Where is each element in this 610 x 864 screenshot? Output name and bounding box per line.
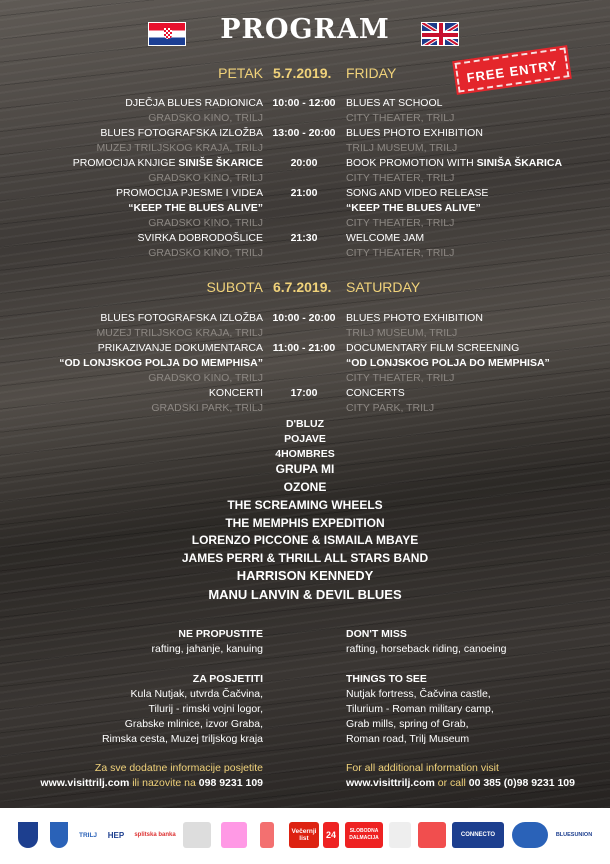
vecernji-list-logo: Večernji list	[289, 822, 319, 848]
venue-en: CITY THEATER, TRILJ	[346, 112, 455, 124]
band-name: POJAVE	[284, 433, 326, 445]
sponsor-logo-7	[221, 822, 247, 848]
info-en	[346, 627, 606, 791]
schedule-row	[0, 401, 610, 416]
band-name: GRUPA MI	[275, 462, 335, 476]
24sata-logo: 24	[323, 822, 339, 848]
schedule-row	[0, 201, 610, 216]
venue-en: CITY THEATER, TRILJ	[346, 217, 455, 229]
free-entry-badge: FREE ENTRY	[454, 47, 569, 92]
sponsor-logo-6	[183, 822, 211, 848]
venue-en: CITY THEATER, TRILJ	[346, 172, 455, 184]
county-logo	[50, 822, 68, 848]
band-name: LORENZO PICCONE & ISMAILA MBAYE	[191, 533, 419, 547]
phone-number: 098 9231 109	[198, 777, 263, 789]
event-hr-text: PROMOCIJA KNJIGE	[72, 157, 179, 169]
event-hr	[73, 156, 263, 171]
band-name: THE SCREAMING WHEELS	[227, 498, 383, 512]
uk-flag-icon	[421, 22, 459, 46]
schedule-row	[0, 356, 610, 371]
event-en: BLUES PHOTO EXHIBITION	[346, 312, 483, 324]
event-hr: KONCERTI	[208, 387, 263, 399]
event-en: WELCOME JAM	[346, 232, 425, 244]
day-name-hr: SUBOTA	[206, 279, 263, 295]
venue-hr: MUZEJ TRILJSKOG KRAJA, TRILJ	[96, 327, 263, 339]
phone-number: 00 385 (0)98 9231 109	[468, 777, 575, 789]
blues-union-logo: BLUESUNION	[555, 831, 593, 838]
coat-of-arms-logo	[18, 822, 38, 848]
schedule-row	[0, 111, 610, 126]
venue-en: CITY THEATER, TRILJ	[346, 247, 455, 259]
event-time: 21:00	[290, 187, 318, 199]
call-text: or call	[434, 777, 469, 789]
visit-line: Rimska cesta, Muzej triljskog kraja	[101, 733, 263, 745]
venue-en: TRILJ MUSEUM, TRILJ	[346, 327, 458, 339]
visit-line: Tilurium - Roman military camp,	[346, 703, 494, 715]
band-name: JAMES PERRI & THRILL ALL STARS BAND	[181, 551, 429, 565]
trilj-logo: TRILJ	[78, 831, 98, 839]
event-en-text: BOOK PROMOTION WITH	[346, 157, 477, 169]
day-name-en: FRIDAY	[346, 65, 397, 81]
page-title: PROGRAM	[220, 14, 390, 45]
schedule-row	[0, 341, 610, 356]
schedule-row	[0, 96, 610, 111]
band-name: MANU LANVIN & DEVIL BLUES	[208, 587, 402, 602]
venue-hr: GRADSKO KINO, TRILJ	[148, 112, 263, 124]
visit-line: Kula Nutjak, utvrda Čačvina,	[130, 688, 263, 700]
schedule-row	[0, 231, 610, 246]
film-title-hr: “OD LONJSKOG POLJA DO MEMPHISA”	[59, 357, 263, 369]
venue-hr: GRADSKO KINO, TRILJ	[148, 247, 263, 259]
event-time: 11:00 - 21:00	[272, 342, 336, 354]
connecto-logo: CONNECTO	[452, 822, 504, 848]
schedule-row	[0, 216, 610, 231]
visit-line: Roman road, Trilj Museum	[346, 733, 470, 745]
miss-heading: NE PROPUSTITE	[178, 628, 263, 640]
schedule-row	[0, 186, 610, 201]
venue-en: CITY PARK, TRILJ	[346, 402, 435, 414]
info-hr	[3, 627, 263, 791]
miss-heading: DON'T MISS	[346, 628, 407, 640]
event-hr-author: SINIŠE ŠKARICE	[178, 157, 263, 169]
band-name: OZONE	[283, 480, 327, 494]
event-en-author: SINIŠA ŠKARICA	[476, 157, 563, 169]
event-time: 21:30	[290, 232, 318, 244]
miss-text: rafting, jahanje, kanuing	[151, 643, 263, 655]
event-hr: PROMOCIJA PJESME I VIDEA	[115, 187, 263, 199]
visit-heading: THINGS TO SEE	[346, 673, 427, 685]
venue-en: TRILJ MUSEUM, TRILJ	[346, 142, 458, 154]
venue-hr: GRADSKO KINO, TRILJ	[148, 217, 263, 229]
event-en: DOCUMENTARY FILM SCREENING	[346, 342, 520, 354]
contact-text: For all additional information visit	[346, 762, 499, 774]
sponsor-logo-15	[512, 822, 548, 848]
band-name: HARRISON KENNEDY	[236, 568, 374, 583]
website-link[interactable]: www.visittrilj.com	[40, 777, 130, 789]
event-hr: PRIKAZIVANJE DOKUMENTARCA	[97, 342, 263, 354]
venue-hr: MUZEJ TRILJSKOG KRAJA, TRILJ	[96, 142, 263, 154]
day-name-en: SATURDAY	[346, 279, 421, 295]
day-header-saturday	[0, 278, 610, 296]
event-en	[346, 156, 562, 171]
event-time: 17:00	[290, 387, 318, 399]
venue-en: CITY THEATER, TRILJ	[346, 372, 455, 384]
schedule-row	[0, 246, 610, 261]
sponsor-logo-12	[389, 822, 411, 848]
contact-text: Za sve dodatne informacije posjetite	[94, 762, 263, 774]
schedule-row	[0, 141, 610, 156]
event-time: 13:00 - 20:00	[272, 127, 336, 139]
schedule-row	[0, 371, 610, 386]
schedule-row	[0, 156, 610, 171]
schedule-row	[0, 171, 610, 186]
schedule-row	[0, 126, 610, 141]
day-name-hr: PETAK	[218, 65, 263, 81]
visit-heading: ZA POSJETITI	[192, 673, 263, 685]
hep-logo: HEP	[107, 830, 125, 840]
sponsor-logo-13	[418, 822, 446, 848]
website-link[interactable]: www.visittrilj.com	[346, 777, 435, 789]
song-title-hr: “KEEP THE BLUES ALIVE”	[128, 202, 263, 214]
schedule-row	[0, 326, 610, 341]
venue-hr: GRADSKO KINO, TRILJ	[148, 172, 263, 184]
slobodna-dalmacija-logo: SLOBODNA DALMACIJA	[345, 822, 383, 848]
band-name: THE MEMPHIS EXPEDITION	[225, 516, 385, 530]
event-hr: BLUES FOTOGRAFSKA IZLOŽBA	[100, 127, 263, 139]
venue-hr: GRADSKO KINO, TRILJ	[148, 372, 263, 384]
event-time: 10:00 - 20:00	[272, 312, 336, 324]
day-date: 5.7.2019.	[273, 65, 332, 81]
event-hr: SVIRKA DOBRODOŠLICE	[137, 232, 263, 244]
film-title-en: “OD LONJSKOG POLJA DO MEMPHISA”	[346, 357, 550, 369]
miss-text: rafting, horseback riding, canoeing	[346, 643, 507, 655]
event-en: CONCERTS	[346, 387, 405, 399]
contact-line	[346, 776, 606, 791]
schedule-row	[0, 311, 610, 326]
event-time: 10:00 - 12:00	[272, 97, 336, 109]
event-hr: BLUES FOTOGRAFSKA IZLOŽBA	[100, 312, 263, 324]
event-time: 20:00	[290, 157, 318, 169]
visit-line: Grab mills, spring of Grab,	[346, 718, 469, 730]
event-en: BLUES AT SCHOOL	[346, 97, 443, 109]
visit-line: Nutjak fortress, Čačvina castle,	[346, 688, 491, 700]
sponsor-strip	[0, 808, 610, 864]
visit-line: Tilurij - rimski vojni logor,	[148, 703, 263, 715]
event-hr: DJEČJA BLUES RADIONICA	[125, 97, 263, 109]
venue-hr: GRADSKI PARK, TRILJ	[151, 402, 263, 414]
day-date: 6.7.2019.	[273, 279, 332, 295]
schedule-row	[0, 386, 610, 401]
day-header-friday	[0, 64, 610, 82]
band-name: D'BLUZ	[285, 418, 325, 430]
contact-line	[3, 776, 263, 791]
band-name: 4HOMBRES	[275, 448, 335, 460]
call-text: ili nazovite na	[129, 777, 199, 789]
visit-line: Grabske mlinice, izvor Graba,	[124, 718, 263, 730]
event-en: SONG AND VIDEO RELEASE	[346, 187, 489, 199]
splitska-banka-logo: splitska banka	[134, 831, 176, 838]
event-en: BLUES PHOTO EXHIBITION	[346, 127, 483, 139]
sponsor-logo-8	[260, 822, 274, 848]
song-title-en: “KEEP THE BLUES ALIVE”	[346, 202, 481, 214]
